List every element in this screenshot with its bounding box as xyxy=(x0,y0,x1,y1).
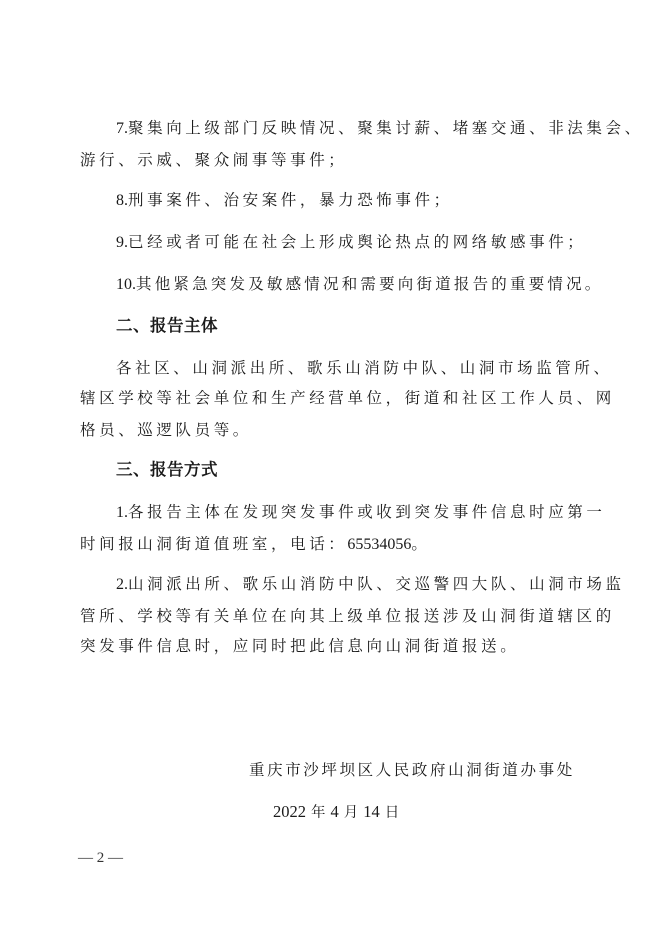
method-item-2-line-2: 管所、学校等有关单位在向其上级单位报送涉及山洞街道辖区的 xyxy=(80,607,615,625)
list-item-7-line-1 xyxy=(116,113,644,143)
list-item-7-line-2: 游行、示威、聚众闹事等事件； xyxy=(80,151,348,169)
list-item-text: 已经或者可能在社会上形成舆论热点的网络敏感事件； xyxy=(128,233,587,251)
signature-organization: 重庆市沙坪坝区人民政府山洞街道办事处 xyxy=(249,761,575,779)
list-item-number: 8. xyxy=(116,192,128,209)
section-2-paragraph-line-1: 各社区、山洞派出所、歌乐山消防中队、山洞市场监管所、 xyxy=(116,359,613,377)
method-item-1-line-2 xyxy=(80,529,583,559)
page-number: — 2 — xyxy=(78,850,123,866)
date-year: 2022 xyxy=(273,802,306,821)
date-day: 14 xyxy=(363,802,380,821)
section-2-paragraph-line-2: 辖区学校等社会单位和生产经营单位，街道和社区工作人员、网 xyxy=(80,389,615,407)
list-item-number: 7. xyxy=(116,120,128,137)
section-heading-report-method: 三、报告方式 xyxy=(116,460,218,479)
list-item-9 xyxy=(116,227,586,257)
list-item-text: 山洞派出所、歌乐山消防中队、交巡警四大队、山洞市场监 xyxy=(128,575,625,593)
list-item-text: 其他紧急突发及敏感情况和需要向街道报告的重要情况。 xyxy=(136,275,604,293)
list-item-text: 聚集向上级部门反映情况、聚集讨薪、堵塞交通、非法集会、 xyxy=(128,119,644,137)
method-item-2-line-3: 突发事件信息时，应同时把此信息向山洞街道报送。 xyxy=(80,637,520,655)
section-heading-report-subject: 二、报告主体 xyxy=(116,316,218,335)
method-item-2-line-1 xyxy=(116,569,625,599)
method-item-1-line-1 xyxy=(116,497,606,527)
list-item-10 xyxy=(116,269,604,299)
list-item-number: 9. xyxy=(116,234,128,251)
date-month-unit: 月 xyxy=(343,805,359,821)
list-item-number: 1. xyxy=(116,504,128,521)
list-item-8 xyxy=(116,185,586,215)
list-item-number: 10. xyxy=(116,276,136,293)
phone-number: 65534056 xyxy=(347,536,412,553)
section-2-paragraph-line-3: 格员、巡逻队员等。 xyxy=(80,421,252,439)
list-item-text: 刑事案件、治安案件，暴力恐怖事件； xyxy=(128,191,453,209)
list-item-text: 各报告主体在发现突发事件或收到突发事件信息时应第一 xyxy=(128,503,606,521)
list-item-text: 时间报山洞街道值班室，电话： xyxy=(80,535,348,553)
date-month: 4 xyxy=(330,802,339,821)
date-year-unit: 年 xyxy=(311,805,326,821)
signature-date xyxy=(273,797,404,827)
date-day-unit: 日 xyxy=(384,805,400,821)
list-item-number: 2. xyxy=(116,576,128,593)
punctuation: 。 xyxy=(411,535,431,553)
